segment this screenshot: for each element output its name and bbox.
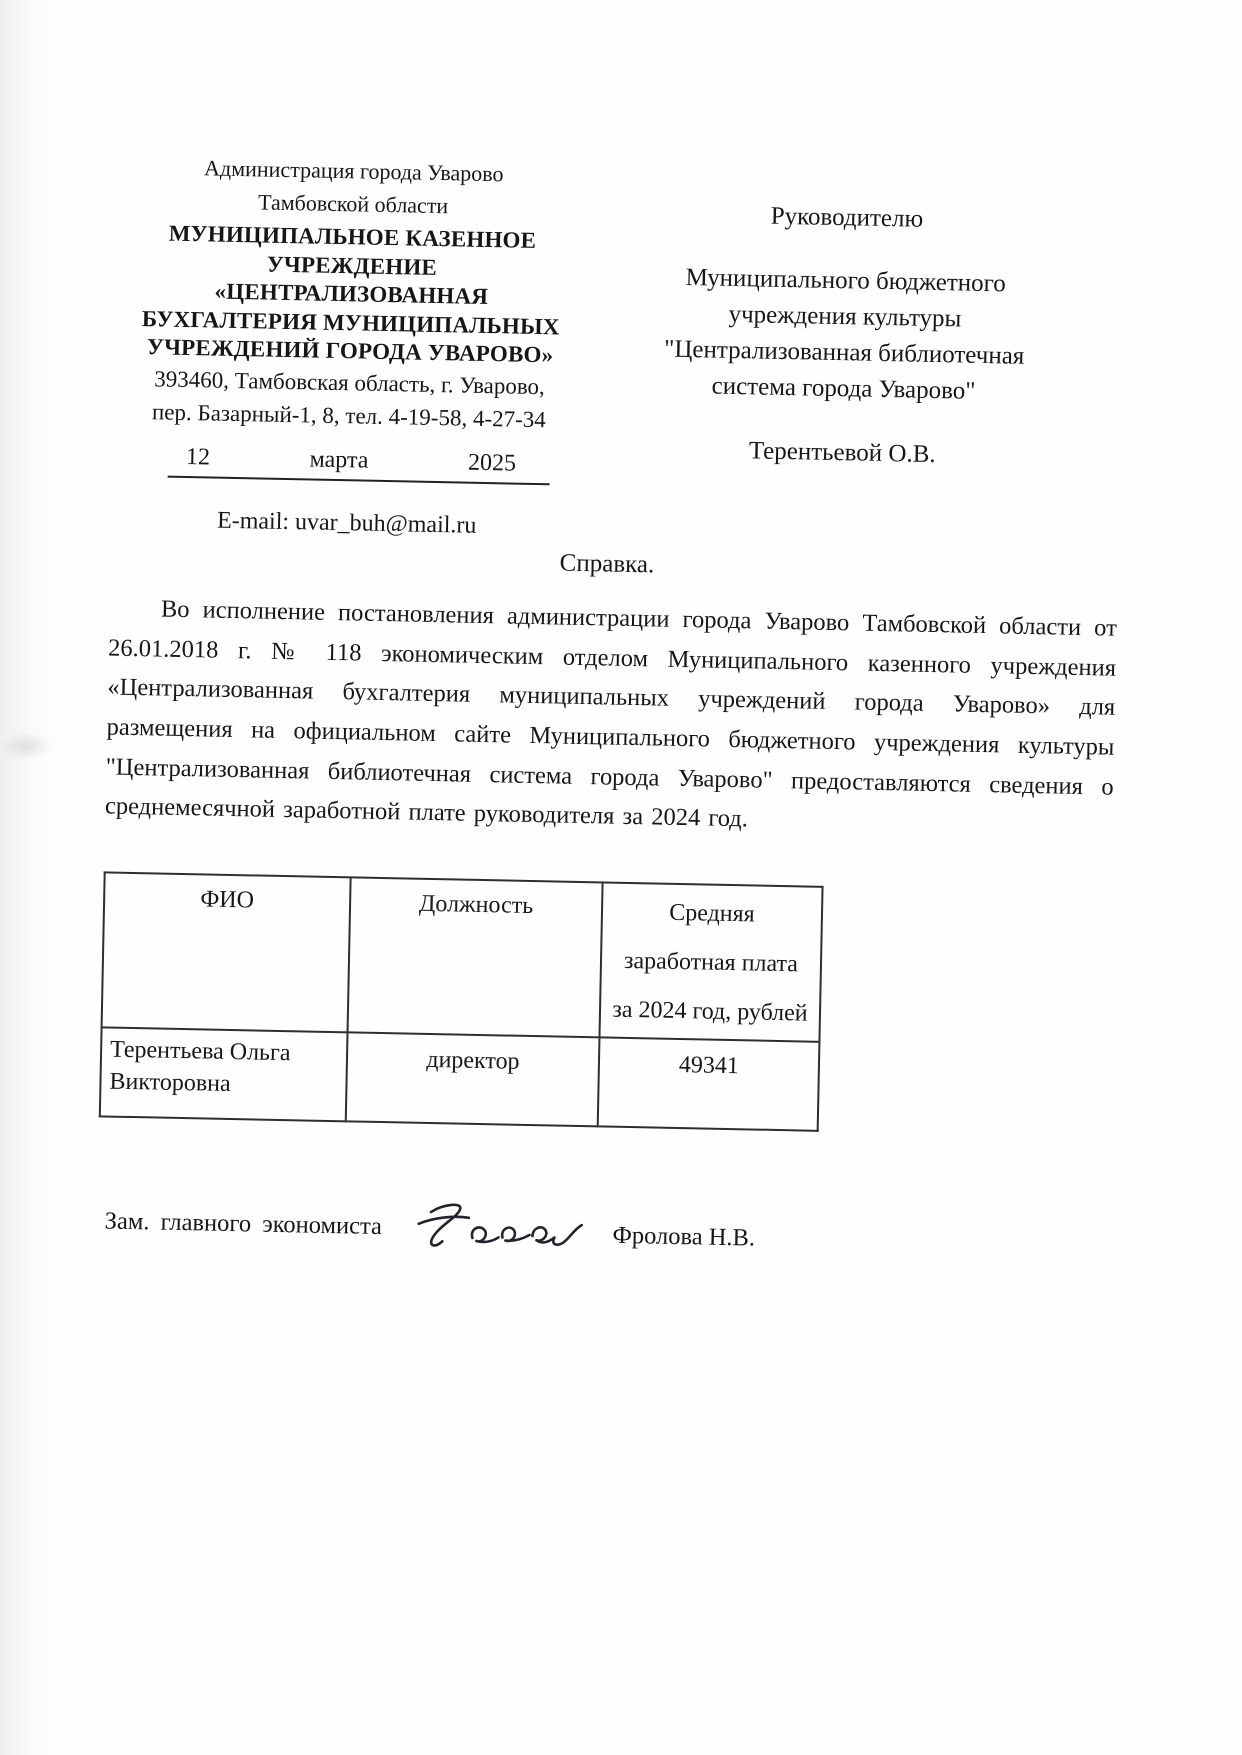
table-cell-position: директор <box>346 1032 600 1126</box>
body-paragraph: Во исполнение постановления администрации города Уварово Тамбовской области от 26.01.2018 г. № 118 экономическим отделом Муниципального казенного учреждения «Централизованная бухгалтерия муниципальных учреждений города Уварово» для размещения на официальном сайте Муниципального бюджетного учреждения культуры "Централизованная библиотечная система города Уварово" предоставляются сведения о среднемесячной заработной плате руководителя за 2024 год. <box>104 595 1118 833</box>
addressee-person: Терентьевой О.В. <box>748 437 936 469</box>
sender-admin-line2: Тамбовской области <box>257 189 449 219</box>
addressee-title: Руководителю <box>770 202 924 233</box>
document-title: Справка. <box>559 549 655 579</box>
signature-name: Фролова Н.В. <box>612 1221 756 1252</box>
signature-handwriting <box>406 1190 597 1266</box>
date-month: марта <box>309 446 369 474</box>
salary-table <box>99 871 824 1131</box>
addressee-block <box>622 196 1067 476</box>
table-row <box>100 1027 820 1130</box>
sender-address-line2: пер. Базарный-1, 8, тел. 4-19-58, 4-27-34 <box>151 398 547 432</box>
signature-position-label: Зам. главного экономиста <box>104 1207 383 1241</box>
sender-email: E-mail: uvar_buh@mail.ru <box>216 507 477 539</box>
date-year: 2025 <box>467 449 517 477</box>
sender-letterhead <box>130 150 570 545</box>
table-header-row <box>102 872 823 1041</box>
addressee-organization: Муниципального бюджетного учреждения культуры "Централизованная библиотечная система города Уварово" <box>663 263 1025 405</box>
date-day: 12 <box>185 443 211 471</box>
sender-admin-line1: Администрация города Уварово <box>203 155 504 187</box>
table-header-position: Должность <box>348 877 603 1037</box>
table-header-fio: ФИО <box>102 872 351 1031</box>
table-cell-fio: Терентьева Ольга Викторовна <box>100 1027 348 1121</box>
table-cell-salary: 49341 <box>598 1037 820 1130</box>
signature-row <box>104 1178 846 1283</box>
table-header-salary: Средняя заработная плата за 2024 год, рублей <box>599 882 822 1041</box>
sender-address-line1: 393460, Тамбовская область, г. Уварово, <box>154 365 546 399</box>
document-date-line <box>168 442 551 484</box>
sender-org-name: МУНИЦИПАЛЬНОЕ КАЗЕННОЕ УЧРЕЖДЕНИЕ «ЦЕНТРАЛИЗОВАННАЯ БУХГАЛТЕРИЯ МУНИЦИПАЛЬНЫХ УЧРЕЖДЕНИЙ ГОРОДА УВАРОВО» <box>141 220 560 368</box>
